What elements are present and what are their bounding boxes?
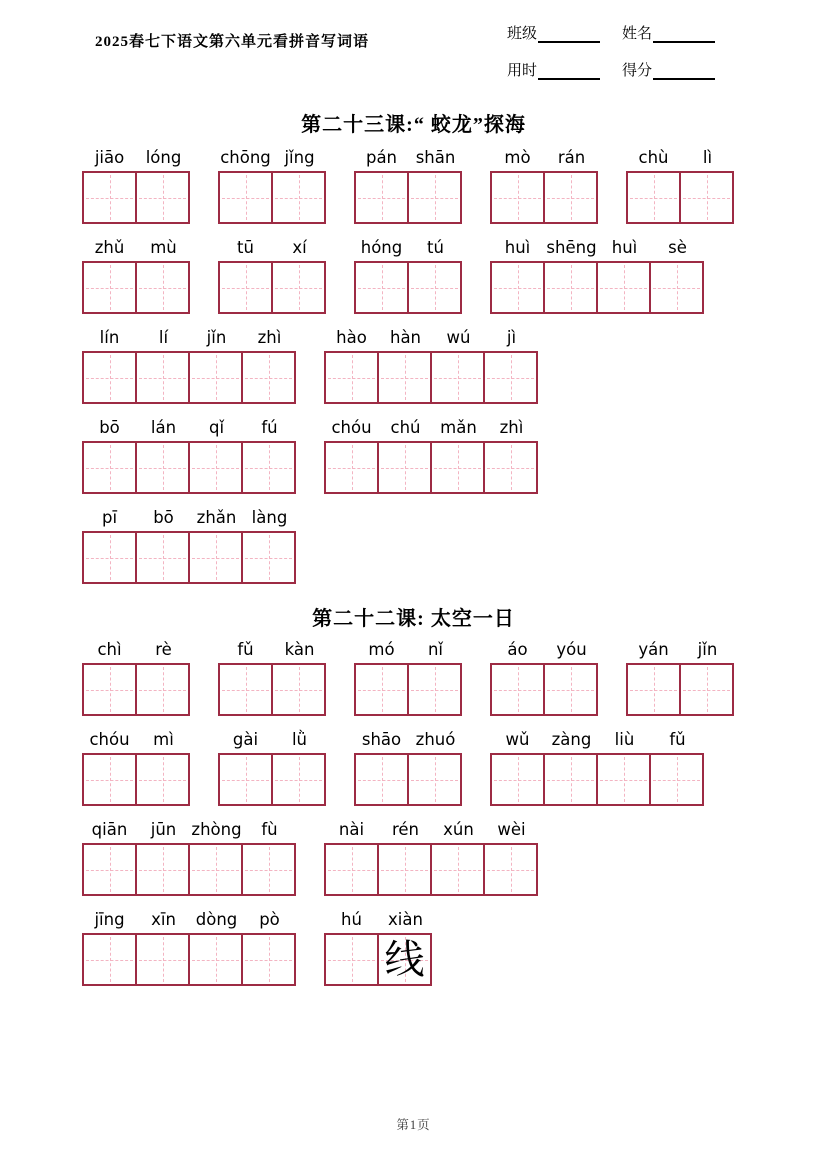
syllable-cell: [379, 909, 432, 986]
syllable-cell: [82, 909, 137, 986]
syllable-cell: [137, 507, 190, 584]
time-label: 用时: [507, 63, 538, 79]
writing-box: [545, 261, 598, 314]
pinyin-label: dòng: [195, 910, 238, 929]
pinyin-label: lán: [150, 418, 177, 437]
writing-box: [324, 351, 379, 404]
syllable-cell: [626, 639, 681, 716]
syllable-cell: [379, 819, 432, 896]
writing-box: [218, 663, 273, 716]
pinyin-label: nài: [338, 820, 365, 839]
writing-box: [82, 753, 137, 806]
pinyin-label: mù: [150, 238, 177, 257]
word-group: [82, 819, 296, 896]
pinyin-label: wèi: [497, 820, 526, 839]
syllable-cell: [190, 819, 243, 896]
writing-box: [354, 171, 409, 224]
syllable-cell: [218, 147, 273, 224]
pinyin-label: lǜ: [291, 730, 308, 749]
pinyin-label: yóu: [556, 640, 587, 659]
writing-box: [137, 171, 190, 224]
word-group: [324, 909, 432, 986]
pinyin-label: lóng: [145, 148, 182, 167]
worksheet-row: [0, 327, 827, 404]
writing-box: [626, 663, 681, 716]
section-title-lesson-23: 第二十三课:“ 蛟龙”探海: [301, 114, 526, 136]
syllable-cell: [490, 237, 545, 314]
syllable-cell: [598, 729, 651, 806]
writing-box: [490, 261, 545, 314]
syllable-cell: [218, 639, 273, 716]
document-title: 2025春七下语文第六单元看拼音写词语: [95, 34, 370, 50]
syllable-cell: [190, 417, 243, 494]
pinyin-label: rè: [155, 640, 172, 659]
syllable-cell: [82, 639, 137, 716]
time-blank-line: [538, 63, 600, 80]
word-group: [354, 147, 462, 224]
writing-box: [485, 441, 538, 494]
writing-box: [681, 663, 734, 716]
syllable-cell: [432, 819, 485, 896]
writing-box: [432, 843, 485, 896]
word-group: [82, 147, 190, 224]
writing-box: [432, 441, 485, 494]
writing-box: [379, 441, 432, 494]
pinyin-label: chì: [97, 640, 122, 659]
syllable-cell: [545, 639, 598, 716]
pinyin-label: zàng: [551, 730, 592, 749]
writing-box: [409, 663, 462, 716]
writing-box: [354, 753, 409, 806]
writing-box: [137, 753, 190, 806]
writing-box: [409, 171, 462, 224]
word-group: [82, 507, 296, 584]
pinyin-label: kàn: [284, 640, 315, 659]
word-group: [82, 237, 190, 314]
syllable-cell: [490, 147, 545, 224]
worksheet-row: [0, 417, 827, 494]
writing-box: [137, 933, 190, 986]
word-group: [218, 237, 326, 314]
writing-box: [243, 351, 296, 404]
syllable-cell: [598, 237, 651, 314]
writing-box: [218, 753, 273, 806]
writing-box: [243, 933, 296, 986]
pinyin-label: jūn: [150, 820, 177, 839]
pinyin-label: yán: [638, 640, 669, 659]
writing-box: [651, 261, 704, 314]
syllable-cell: [190, 507, 243, 584]
writing-box: [243, 531, 296, 584]
word-group: [324, 327, 538, 404]
syllable-cell: [218, 237, 273, 314]
writing-box: [273, 663, 326, 716]
syllable-cell: [379, 417, 432, 494]
worksheet-row: [0, 819, 827, 896]
syllable-cell: [243, 327, 296, 404]
syllable-cell: [137, 237, 190, 314]
syllable-cell: [137, 819, 190, 896]
pinyin-label: pī: [101, 508, 118, 527]
word-group: [82, 417, 296, 494]
page-header: [0, 0, 827, 96]
pinyin-label: zhǔ: [94, 238, 125, 257]
word-group: [82, 639, 190, 716]
syllable-cell: [273, 147, 326, 224]
word-group: [82, 909, 296, 986]
pinyin-label: fù: [261, 820, 278, 839]
lesson-22-rows: [0, 639, 827, 986]
writing-box: [137, 663, 190, 716]
syllable-cell: [82, 819, 137, 896]
syllable-cell: [243, 507, 296, 584]
class-field: [507, 22, 600, 43]
pinyin-label: wú: [446, 328, 471, 347]
writing-box: [190, 351, 243, 404]
writing-box: [598, 261, 651, 314]
score-label: 得分: [622, 63, 653, 79]
syllable-cell: [354, 639, 409, 716]
worksheet-row: [0, 147, 827, 224]
syllable-cell: [273, 639, 326, 716]
pinyin-label: zhì: [499, 418, 524, 437]
pinyin-label: bō: [153, 508, 174, 527]
syllable-cell: [651, 729, 704, 806]
word-group: [490, 147, 598, 224]
syllable-cell: [490, 639, 545, 716]
class-blank-line: [538, 26, 600, 43]
syllable-cell: [137, 327, 190, 404]
syllable-cell: [324, 417, 379, 494]
writing-box: [273, 753, 326, 806]
syllable-cell: [243, 819, 296, 896]
word-group: [218, 639, 326, 716]
written-character: 线: [384, 936, 425, 982]
pinyin-label: jì: [506, 328, 517, 347]
pinyin-label: lì: [702, 148, 713, 167]
writing-box: [218, 261, 273, 314]
syllable-cell: [409, 237, 462, 314]
name-label: 姓名: [622, 26, 653, 42]
syllable-cell: [485, 417, 538, 494]
writing-box: [490, 663, 545, 716]
pinyin-label: hào: [336, 328, 367, 347]
writing-box: [485, 351, 538, 404]
writing-box: [379, 843, 432, 896]
pinyin-label: zhǎn: [196, 508, 237, 527]
writing-box: [243, 441, 296, 494]
page-number: 第1页: [396, 1118, 431, 1132]
word-group: [490, 639, 598, 716]
writing-box: [485, 843, 538, 896]
writing-box: [137, 261, 190, 314]
word-group: [82, 729, 190, 806]
word-group: [218, 729, 326, 806]
lesson-23-rows: [0, 147, 827, 584]
pinyin-label: shān: [415, 148, 456, 167]
writing-box: [545, 753, 598, 806]
word-group: [490, 729, 704, 806]
pinyin-label: hàn: [389, 328, 422, 347]
writing-box: [626, 171, 681, 224]
pinyin-label: jīng: [94, 910, 125, 929]
pinyin-label: liù: [614, 730, 635, 749]
writing-box: [82, 351, 137, 404]
syllable-cell: [354, 237, 409, 314]
writing-box: [137, 351, 190, 404]
syllable-cell: [545, 147, 598, 224]
writing-box: [190, 843, 243, 896]
pinyin-label: chóu: [331, 418, 372, 437]
writing-box: [190, 441, 243, 494]
syllable-cell: [324, 909, 379, 986]
syllable-cell: [243, 909, 296, 986]
writing-box: [137, 441, 190, 494]
pinyin-label: xún: [443, 820, 474, 839]
pinyin-label: shāo: [361, 730, 402, 749]
writing-box: [243, 843, 296, 896]
pinyin-label: tū: [237, 238, 254, 257]
info-row-1: [507, 22, 769, 43]
pinyin-label: chōng: [220, 148, 271, 167]
pinyin-label: làng: [251, 508, 288, 527]
pinyin-label: jǐn: [697, 640, 718, 659]
pinyin-label: bō: [99, 418, 120, 437]
syllable-cell: [409, 147, 462, 224]
writing-box: [82, 261, 137, 314]
syllable-cell: [82, 327, 137, 404]
syllable-cell: [545, 729, 598, 806]
syllable-cell: [490, 729, 545, 806]
class-label: 班级: [507, 26, 538, 42]
writing-box: [82, 531, 137, 584]
syllable-cell: [137, 909, 190, 986]
pinyin-label: xīn: [151, 910, 176, 929]
pinyin-label: hú: [341, 910, 362, 929]
pinyin-label: chóu: [89, 730, 130, 749]
worksheet-row: [0, 237, 827, 314]
pinyin-label: xiàn: [388, 910, 423, 929]
writing-box: [190, 531, 243, 584]
word-group: [354, 639, 462, 716]
syllable-cell: [485, 327, 538, 404]
name-blank-line: [653, 26, 715, 43]
syllable-cell: [379, 327, 432, 404]
pinyin-label: pò: [259, 910, 280, 929]
writing-box: [82, 171, 137, 224]
writing-box: [432, 351, 485, 404]
syllable-cell: [82, 147, 137, 224]
time-field: [507, 59, 600, 80]
worksheet-row: [0, 909, 827, 986]
writing-box: [379, 933, 432, 986]
writing-box: [651, 753, 704, 806]
pinyin-label: jǐng: [284, 148, 315, 167]
syllable-cell: [82, 237, 137, 314]
syllable-cell: [82, 729, 137, 806]
syllable-cell: [545, 237, 598, 314]
pinyin-label: huì: [504, 238, 531, 257]
syllable-cell: [354, 729, 409, 806]
writing-box: [82, 933, 137, 986]
name-field: [622, 22, 715, 43]
pinyin-label: nǐ: [427, 640, 444, 659]
syllable-cell: [137, 417, 190, 494]
syllable-cell: [651, 237, 704, 314]
pinyin-label: sè: [668, 238, 687, 257]
word-group: [324, 417, 538, 494]
syllable-cell: [432, 327, 485, 404]
syllable-cell: [273, 237, 326, 314]
writing-box: [379, 351, 432, 404]
word-group: [626, 639, 734, 716]
syllable-cell: [681, 147, 734, 224]
pinyin-label: pán: [365, 148, 398, 167]
score-blank-line: [653, 63, 715, 80]
writing-box: [324, 441, 379, 494]
pinyin-label: wǔ: [505, 730, 530, 749]
pinyin-label: fǔ: [237, 640, 254, 659]
writing-box: [82, 663, 137, 716]
syllable-cell: [82, 417, 137, 494]
syllable-cell: [324, 819, 379, 896]
syllable-cell: [409, 639, 462, 716]
writing-box: [354, 261, 409, 314]
writing-box: [82, 441, 137, 494]
writing-box: [490, 753, 545, 806]
pinyin-label: xí: [292, 238, 307, 257]
pinyin-label: rén: [391, 820, 420, 839]
writing-box: [218, 171, 273, 224]
syllable-cell: [485, 819, 538, 896]
pinyin-label: jiāo: [94, 148, 125, 167]
pinyin-label: lí: [158, 328, 169, 347]
worksheet-row: [0, 507, 827, 584]
score-field: [622, 59, 715, 80]
syllable-cell: [626, 147, 681, 224]
pinyin-label: áo: [507, 640, 528, 659]
syllable-cell: [354, 147, 409, 224]
section-title-lesson-22: 第二十二课: 太空一日: [312, 608, 515, 630]
pinyin-label: chú: [390, 418, 421, 437]
writing-box: [409, 261, 462, 314]
syllable-cell: [243, 417, 296, 494]
word-group: [354, 729, 462, 806]
writing-box: [681, 171, 734, 224]
writing-box: [190, 933, 243, 986]
pinyin-label: fǔ: [669, 730, 686, 749]
word-group: [354, 237, 462, 314]
pinyin-label: mò: [504, 148, 531, 167]
syllable-cell: [273, 729, 326, 806]
info-row-2: [507, 59, 769, 80]
pinyin-label: rán: [557, 148, 586, 167]
word-group: [324, 819, 538, 896]
writing-box: [137, 531, 190, 584]
writing-box: [273, 261, 326, 314]
writing-box: [490, 171, 545, 224]
pinyin-label: zhuó: [415, 730, 456, 749]
word-group: [82, 327, 296, 404]
syllable-cell: [190, 909, 243, 986]
writing-box: [545, 663, 598, 716]
pinyin-label: gài: [232, 730, 259, 749]
pinyin-label: qǐ: [208, 418, 225, 437]
syllable-cell: [324, 327, 379, 404]
pinyin-label: fú: [261, 418, 278, 437]
word-group: [626, 147, 734, 224]
writing-box: [82, 843, 137, 896]
pinyin-label: shēng: [546, 238, 597, 257]
writing-box: [545, 171, 598, 224]
worksheet-row: [0, 729, 827, 806]
pinyin-label: qiān: [91, 820, 128, 839]
writing-box: [354, 663, 409, 716]
pinyin-label: mó: [368, 640, 395, 659]
writing-box: [273, 171, 326, 224]
pinyin-label: zhòng: [191, 820, 242, 839]
writing-box: [598, 753, 651, 806]
word-group: [218, 147, 326, 224]
writing-box: [137, 843, 190, 896]
pinyin-label: jǐn: [206, 328, 227, 347]
pinyin-label: huì: [611, 238, 638, 257]
syllable-cell: [82, 507, 137, 584]
pinyin-label: mǎn: [440, 418, 477, 437]
word-group: [490, 237, 704, 314]
syllable-cell: [190, 327, 243, 404]
writing-box: [324, 933, 379, 986]
writing-box: [409, 753, 462, 806]
syllable-cell: [137, 147, 190, 224]
syllable-cell: [218, 729, 273, 806]
syllable-cell: [409, 729, 462, 806]
worksheet-row: [0, 639, 827, 716]
pinyin-label: mì: [153, 730, 174, 749]
pinyin-label: lín: [99, 328, 120, 347]
syllable-cell: [137, 639, 190, 716]
syllable-cell: [137, 729, 190, 806]
pinyin-label: tú: [427, 238, 444, 257]
pinyin-label: zhì: [257, 328, 282, 347]
writing-box: [324, 843, 379, 896]
pinyin-label: chù: [638, 148, 669, 167]
pinyin-label: hóng: [360, 238, 403, 257]
student-info-fields: [507, 22, 769, 96]
syllable-cell: [681, 639, 734, 716]
syllable-cell: [432, 417, 485, 494]
